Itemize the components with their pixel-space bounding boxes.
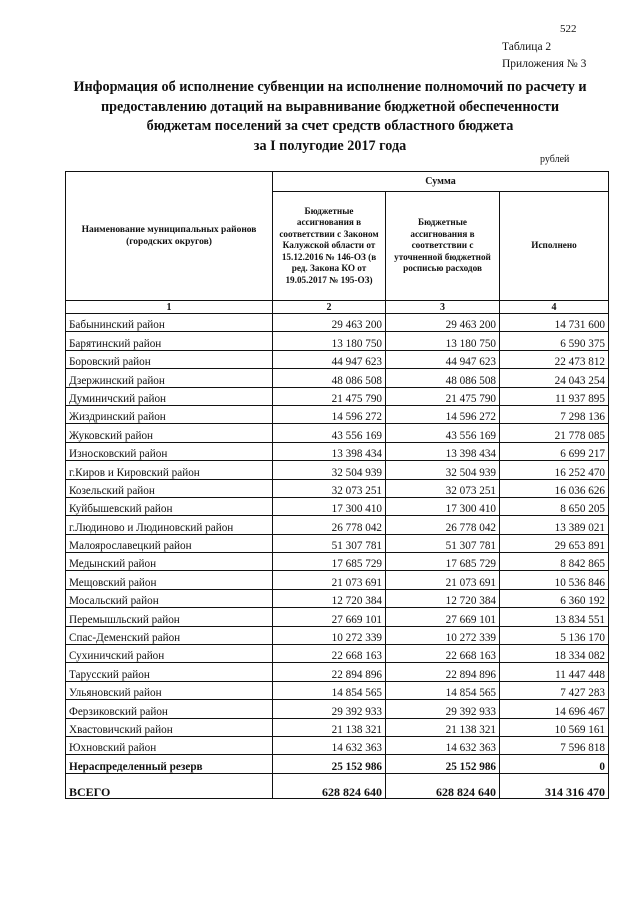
appendix-reference: Приложения № 3 (502, 58, 587, 70)
table-row (66, 442, 609, 460)
executed-amount: 14 696 467 (500, 700, 609, 718)
executed-amount: 16 252 470 (500, 461, 609, 479)
law-allocation: 21 073 691 (273, 571, 386, 589)
refined-allocation: 29 463 200 (386, 314, 500, 332)
executed-amount: 7 596 818 (500, 736, 609, 754)
law-allocation: 12 720 384 (273, 589, 386, 607)
refined-allocation: 43 556 169 (386, 424, 500, 442)
table-row (66, 736, 609, 754)
table-row (66, 405, 609, 423)
executed-amount: 11 937 895 (500, 387, 609, 405)
district-name: Бабынинский район (66, 314, 273, 332)
total-name: ВСЕГО (66, 773, 273, 798)
law-allocation: 17 685 729 (273, 553, 386, 571)
refined-allocation: 13 398 434 (386, 442, 500, 460)
district-name: Мосальский район (66, 589, 273, 607)
table-row (66, 424, 609, 442)
reserve-executed: 0 (500, 755, 609, 773)
refined-allocation: 48 086 508 (386, 369, 500, 387)
total-law: 628 824 640 (273, 773, 386, 798)
executed-amount: 8 842 865 (500, 553, 609, 571)
table-row (66, 608, 609, 626)
executed-amount: 18 334 082 (500, 645, 609, 663)
header-law-allocations: Бюджетные ассигнования в соответствии с Законом Калужской области от 15.12.2016 № 146-ОЗ (в ред. Закона КО от 19.05.2017 № 195-ОЗ) (273, 192, 386, 301)
law-allocation: 43 556 169 (273, 424, 386, 442)
district-name: Мещовский район (66, 571, 273, 589)
column-number: 1 (66, 301, 273, 314)
executed-amount: 16 036 626 (500, 479, 609, 497)
column-number: 3 (386, 301, 500, 314)
law-allocation: 22 668 163 (273, 645, 386, 663)
refined-allocation: 44 947 623 (386, 350, 500, 368)
district-name: г.Людиново и Людиновский район (66, 516, 273, 534)
title-line: бюджетам поселений за счет средств областного бюджета (146, 118, 514, 134)
refined-allocation: 21 138 321 (386, 718, 500, 736)
executed-amount: 10 569 161 (500, 718, 609, 736)
district-name: Медынский район (66, 553, 273, 571)
executed-amount: 24 043 254 (500, 369, 609, 387)
document-title (60, 78, 600, 156)
district-name: г.Киров и Кировский район (66, 461, 273, 479)
law-allocation: 32 073 251 (273, 479, 386, 497)
refined-allocation: 26 778 042 (386, 516, 500, 534)
refined-allocation: 29 392 933 (386, 700, 500, 718)
table-row (66, 387, 609, 405)
law-allocation: 32 504 939 (273, 461, 386, 479)
header-name: Наименование муниципальных районов (городских округов) (66, 172, 273, 301)
district-name: Малоярославецкий район (66, 534, 273, 552)
total-executed: 314 316 470 (500, 773, 609, 798)
law-allocation: 29 463 200 (273, 314, 386, 332)
executed-amount: 21 778 085 (500, 424, 609, 442)
column-number: 4 (500, 301, 609, 314)
district-name: Сухиничский район (66, 645, 273, 663)
table-row (66, 314, 609, 332)
executed-amount: 5 136 170 (500, 626, 609, 644)
subvention-table (65, 171, 609, 799)
district-name: Юхновский район (66, 736, 273, 754)
law-allocation: 14 596 272 (273, 405, 386, 423)
district-name: Козельский район (66, 479, 273, 497)
table-row (66, 681, 609, 699)
executed-amount: 22 473 812 (500, 350, 609, 368)
executed-amount: 11 447 448 (500, 663, 609, 681)
header-refined-allocations: Бюджетные ассигнования в соответствии с уточненной бюджетной росписью расходов (386, 192, 500, 301)
refined-allocation: 21 073 691 (386, 571, 500, 589)
law-allocation: 26 778 042 (273, 516, 386, 534)
law-allocation: 14 632 363 (273, 736, 386, 754)
header-executed: Исполнено (500, 192, 609, 301)
refined-allocation: 17 685 729 (386, 553, 500, 571)
executed-amount: 14 731 600 (500, 314, 609, 332)
reserve-name: Нераспределенный резерв (66, 755, 273, 773)
refined-allocation: 51 307 781 (386, 534, 500, 552)
column-number: 2 (273, 301, 386, 314)
executed-amount: 7 298 136 (500, 405, 609, 423)
district-name: Жуковский район (66, 424, 273, 442)
refined-allocation: 27 669 101 (386, 608, 500, 626)
district-name: Перемышльский район (66, 608, 273, 626)
table-row (66, 516, 609, 534)
table-row (66, 589, 609, 607)
district-name: Хвастовичский район (66, 718, 273, 736)
law-allocation: 48 086 508 (273, 369, 386, 387)
title-line: за I полугодие 2017 года (253, 137, 407, 154)
district-name: Боровский район (66, 350, 273, 368)
law-allocation: 21 138 321 (273, 718, 386, 736)
law-allocation: 29 392 933 (273, 700, 386, 718)
law-allocation: 13 180 750 (273, 332, 386, 350)
title-line: Информация об исполнение субвенции на исполнение полномочий по расчету и (73, 79, 587, 95)
district-name: Ферзиковский район (66, 700, 273, 718)
executed-amount: 13 834 551 (500, 608, 609, 626)
refined-allocation: 17 300 410 (386, 497, 500, 515)
executed-amount: 29 653 891 (500, 534, 609, 552)
table-row (66, 718, 609, 736)
table-row (66, 479, 609, 497)
table-row (66, 332, 609, 350)
law-allocation: 44 947 623 (273, 350, 386, 368)
district-name: Спас-Деменский район (66, 626, 273, 644)
district-name: Ульяновский район (66, 681, 273, 699)
law-allocation: 51 307 781 (273, 534, 386, 552)
table-row (66, 645, 609, 663)
refined-allocation: 12 720 384 (386, 589, 500, 607)
district-name: Дзержинский район (66, 369, 273, 387)
table-row (66, 350, 609, 368)
executed-amount: 6 699 217 (500, 442, 609, 460)
district-name: Тарусский район (66, 663, 273, 681)
law-allocation: 17 300 410 (273, 497, 386, 515)
law-allocation: 13 398 434 (273, 442, 386, 460)
table-row (66, 553, 609, 571)
executed-amount: 6 360 192 (500, 589, 609, 607)
district-name: Думиничский район (66, 387, 273, 405)
refined-allocation: 21 475 790 (386, 387, 500, 405)
law-allocation: 21 475 790 (273, 387, 386, 405)
law-allocation: 22 894 896 (273, 663, 386, 681)
law-allocation: 14 854 565 (273, 681, 386, 699)
table-body (66, 314, 609, 755)
executed-amount: 13 389 021 (500, 516, 609, 534)
refined-allocation: 22 894 896 (386, 663, 500, 681)
table-row (66, 534, 609, 552)
district-name: Жиздринский район (66, 405, 273, 423)
executed-amount: 8 650 205 (500, 497, 609, 515)
refined-allocation: 22 668 163 (386, 645, 500, 663)
refined-allocation: 14 854 565 (386, 681, 500, 699)
law-allocation: 27 669 101 (273, 608, 386, 626)
table-reference: Таблица 2 (502, 41, 552, 53)
refined-allocation: 10 272 339 (386, 626, 500, 644)
page-number: 522 (560, 23, 577, 35)
table-row (66, 497, 609, 515)
units-label: рублей (540, 154, 570, 165)
district-name: Износковский район (66, 442, 273, 460)
reserve-refined: 25 152 986 (386, 755, 500, 773)
refined-allocation: 32 504 939 (386, 461, 500, 479)
total-refined: 628 824 640 (386, 773, 500, 798)
table-row (66, 571, 609, 589)
refined-allocation: 14 596 272 (386, 405, 500, 423)
district-name: Барятинский район (66, 332, 273, 350)
total-row (66, 773, 609, 798)
table-row (66, 700, 609, 718)
reserve-law: 25 152 986 (273, 755, 386, 773)
district-name: Куйбышевский район (66, 497, 273, 515)
table-row (66, 626, 609, 644)
executed-amount: 7 427 283 (500, 681, 609, 699)
header-sum: Сумма (273, 172, 609, 192)
title-line: предоставлению дотаций на выравнивание бюджетной обеспеченности (100, 98, 560, 115)
table-row (66, 461, 609, 479)
refined-allocation: 32 073 251 (386, 479, 500, 497)
table-row (66, 369, 609, 387)
executed-amount: 6 590 375 (500, 332, 609, 350)
refined-allocation: 14 632 363 (386, 736, 500, 754)
refined-allocation: 13 180 750 (386, 332, 500, 350)
executed-amount: 10 536 846 (500, 571, 609, 589)
reserve-row (66, 755, 609, 773)
law-allocation: 10 272 339 (273, 626, 386, 644)
table-row (66, 663, 609, 681)
